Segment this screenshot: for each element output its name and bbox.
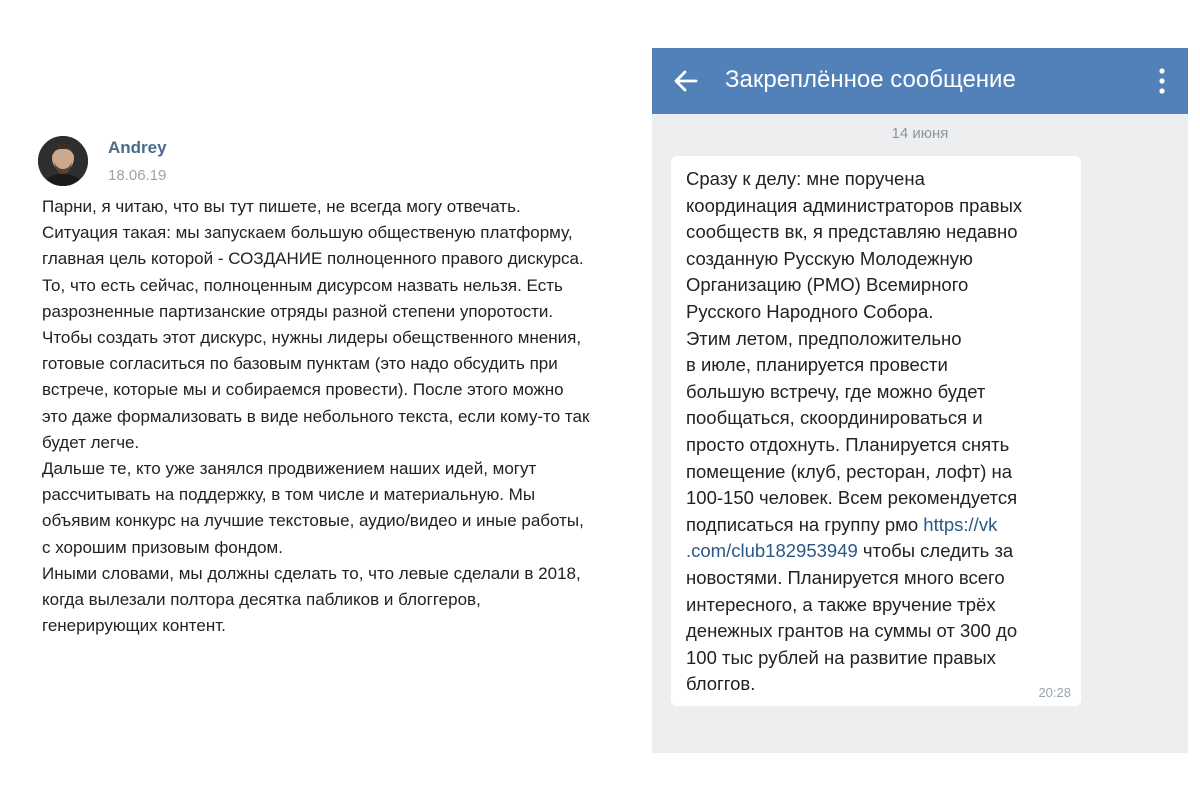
author-name[interactable]: Andrey [108,138,167,157]
message-line: 100-150 человек. Всем рекомендуется [686,487,1018,509]
message-line: Русского Народного Собора. [686,300,934,322]
comment-line: разрозненные партизанские отряды разной степени упоротости. [42,301,554,321]
message-line: созданную Русскую Молодежную [686,247,973,269]
message-line: помещение (клуб, ресторан, лофт) на [686,460,1013,482]
message-line: Этим летом, предположительно [686,327,962,349]
group-link-continued[interactable]: .com/club182953949 [686,540,858,562]
date-separator: 14 июня [891,125,949,142]
message-line [686,512,1081,539]
message-line: большую встречу, где можно будет [686,380,986,402]
comment-line: Чтобы создать этот дискурс, нужны лидеры обещственного мнения, [42,328,582,348]
comment-line: когда вылезали полтора десятка пабликов и блоггеров, [42,590,481,610]
comment-line: То, что есть сейчас, полноценным дисурсом назвать нельзя. Есть [42,275,563,295]
message-text [686,166,1081,698]
comment-line: готовые согласиться по базовым пунктам (это надо обсудить при [42,354,558,374]
message-line [686,538,1081,565]
comment-line: будет легче. [42,432,140,452]
user-photo-icon [38,136,88,186]
comment-line: объявим конкурс на лучшие текстовые, аудио/видео и иные работы, [42,511,584,531]
message-line: координация администраторов правых [686,194,1023,216]
comment-date: 18.06.19 [108,167,167,184]
message-time: 20:28 [1038,685,1071,700]
comment-line: Дальше те, кто уже занялся продвижением наших идей, могут [42,459,537,479]
message-line: просто отдохнуть. Планируется снять [686,433,1010,455]
message-line: интересного, а также вручение трёх [686,593,996,615]
message-line-text: чтобы следить за [857,540,1014,562]
message-line: в июле, планируется провести [686,354,948,376]
message-line: сообществ вк, я представляю недавно [686,221,1018,243]
message-line-text: подписаться на группу рмо [686,513,924,535]
pinned-message-screen [652,48,1188,753]
message-bubble[interactable] [671,156,1081,706]
avatar[interactable] [38,136,88,186]
message-line: блоггов. [686,673,756,695]
app-header [652,48,1188,114]
comment-line: главная цель которой - СОЗДАНИЕ полноценного правого дискурса. [42,249,584,269]
message-line: Организацию (РМО) Всемирного [686,274,969,296]
comment-line: встрече, которые мы и собираемся провести). После этого можно [42,380,564,400]
comment-line: генерирующих контент. [42,616,226,636]
message-line: денежных грантов на суммы от 300 до [686,620,1018,642]
comment-line: рассчитывать на поддержку, в том числе и материальную. Мы [42,485,536,505]
message-line: новостями. Планируется много всего [686,566,1005,588]
comment-text [42,194,650,639]
group-link[interactable]: https://vk [923,513,998,535]
comment-line: Иными словами, мы должны сделать то, что левые сделали в 2018, [42,563,581,583]
message-line: 100 тыс рублей на развитие правых [686,646,996,668]
comment-line: Парни, я читаю, что вы тут пишете, не всегда могу отвечать. [42,197,521,216]
comment-line: Ситуация такая: мы запускаем большую общественую платформу, [42,223,573,243]
message-line: Сразу к делу: мне поручена [686,168,925,189]
arrow-left-icon[interactable] [670,65,702,97]
comment-line: с хорошим призовым фондом. [42,537,283,557]
message-line: пообщаться, скоординироваться и [686,407,983,429]
more-vertical-icon[interactable] [1148,64,1176,98]
comment-line: это даже формализовать в виде небольного текста, если кому-то так [42,406,590,426]
header-title: Закреплённое сообщение [725,66,1016,93]
